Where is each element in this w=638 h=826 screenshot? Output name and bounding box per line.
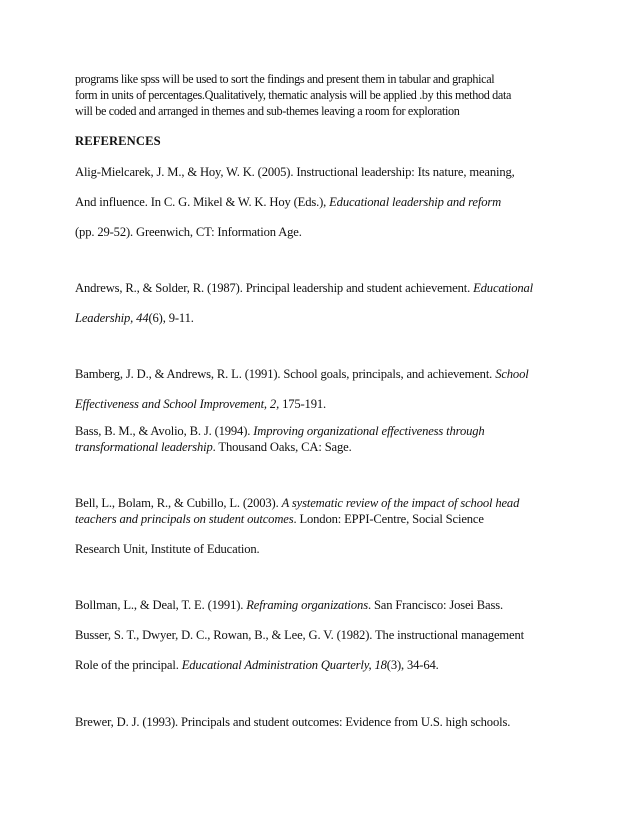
intro-line-3: will be coded and arranged in themes and sub-themes leaving a room for exploration (75, 104, 460, 118)
ref-title: transformational leadership (75, 440, 213, 454)
ref-title: A systematic review of the impact of school head (281, 496, 520, 510)
ref-bass-line-2 (75, 439, 352, 455)
ref-text: Bass, B. M., & Avolio, B. J. (1994). (75, 424, 254, 438)
ref-bell-line-1 (75, 495, 519, 511)
ref-text: Role of the principal. (75, 658, 182, 672)
ref-journal: Leadership, 44 (75, 311, 149, 325)
ref-bell-line-3: Research Unit, Institute of Education. (75, 542, 260, 556)
ref-bollman-line-1 (75, 597, 503, 613)
ref-text: Bell, L., Bolam, R., & Cubillo, L. (2003). (75, 496, 282, 510)
ref-text: (3), 34-64. (386, 658, 439, 672)
ref-alig-line-1: Alig-Mielcarek, J. M., & Hoy, W. K. (2005). Instructional leadership: Its nature, meaning, (75, 165, 515, 179)
ref-title: Educational leadership and reform (329, 195, 502, 209)
ref-brewer-line-1: Brewer, D. J. (1993). Principals and student outcomes: Evidence from U.S. high schools. (75, 715, 511, 729)
ref-andrews-line-2 (75, 310, 194, 326)
ref-text: And influence. In C. G. Mikel & W. K. Hoy (Eds.), (75, 195, 330, 209)
references-heading: REFERENCES (75, 134, 161, 148)
ref-busser-line-1: Busser, S. T., Dwyer, D. C., Rowan, B., & Lee, G. V. (1982). The instructional management (75, 628, 524, 642)
ref-text: Andrews, R., & Solder, R. (1987). Principal leadership and student achievement. (75, 281, 474, 295)
ref-busser-line-2 (75, 657, 439, 673)
ref-title: teachers and principals on student outcomes (75, 512, 294, 526)
ref-alig-line-2 (75, 194, 501, 210)
ref-text: Bamberg, J. D., & Andrews, R. L. (1991). School goals, principals, and achievement. (75, 367, 496, 381)
ref-journal: Educational Administration Quarterly, 18 (181, 658, 387, 672)
ref-text: 175-191. (279, 397, 327, 411)
ref-alig-line-3: (pp. 29-52). Greenwich, CT: Information Age. (75, 225, 302, 239)
intro-line-2: form in units of percentages.Qualitatively, thematic analysis will be applied .by this method data (75, 88, 512, 102)
ref-bass-line-1 (75, 423, 485, 439)
ref-bamberg-line-1 (75, 366, 529, 382)
ref-journal: Effectiveness and School Improvement, 2, (75, 397, 280, 411)
ref-title: Reframing organizations (246, 598, 368, 612)
ref-journal: Educational (473, 281, 534, 295)
ref-bamberg-line-2 (75, 396, 326, 412)
intro-line-1: programs like spss will be used to sort the findings and present them in tabular and graphical (75, 72, 495, 86)
ref-title: Improving organizational effectiveness through (253, 424, 485, 438)
ref-andrews-line-1 (75, 280, 533, 296)
ref-journal: School (495, 367, 529, 381)
ref-text: (6), 9-11. (148, 311, 194, 325)
ref-text: Bollman, L., & Deal, T. E. (1991). (75, 598, 247, 612)
ref-text: . London: EPPI-Centre, Social Science (293, 512, 484, 526)
ref-text: . Thousand Oaks, CA: Sage. (212, 440, 352, 454)
ref-bell-line-2 (75, 511, 484, 527)
ref-text: . San Francisco: Josei Bass. (367, 598, 503, 612)
